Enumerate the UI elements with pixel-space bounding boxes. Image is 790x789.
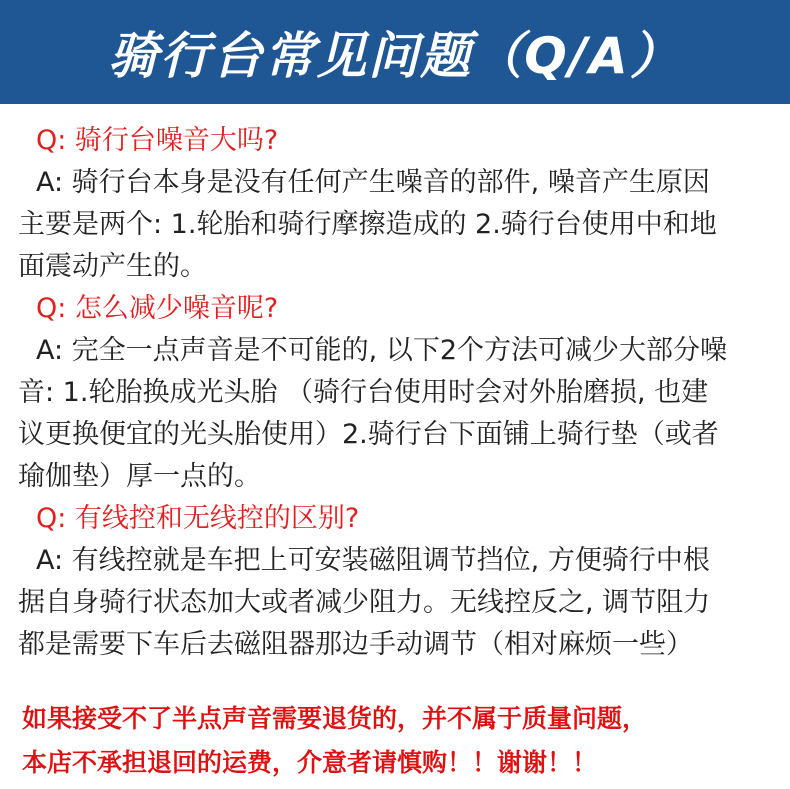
faq-answer-1-line-1: A: 骑行台本身是没有任何产生噪音的部件, 噪音产生原因 — [36, 167, 710, 198]
notice-line-2: 本店不承担退回的运费，介意者请慎购！！谢谢！！ — [22, 748, 598, 777]
faq-question-2: Q: 怎么减少噪音呢? — [36, 293, 279, 324]
faq-answer-2-line-3: 议更换便宜的光头胎使用）2.骑行台下面铺上骑行垫（或者 — [18, 419, 719, 450]
page-title: 骑行台常见问题（Q/A） — [108, 27, 682, 85]
faq-list — [18, 120, 780, 666]
faq-question-3: Q: 有线控和无线控的区别? — [36, 503, 360, 534]
faq-answer-2-line-1: A: 完全一点声音是不可能的, 以下2个方法可减少大部分噪 — [36, 335, 728, 366]
faq-answer-1-line-2: 主要是两个: 1.轮胎和骑行摩擦造成的 2.骑行台使用中和地 — [18, 209, 717, 240]
notice-line-1: 如果接受不了半点声音需要退货的，并不属于质量问题， — [22, 704, 648, 733]
faq-answer-3-line-3: 都是需要下车后去磁阻器那边手动调节（相对麻烦一些） — [18, 629, 693, 660]
faq-answer-2-line-2: 音: 1.轮胎换成光头胎 （骑行台使用时会对外胎磨损, 也建 — [18, 377, 709, 408]
faq-answer-2-line-4: 瑜伽垫）厚一点的。 — [18, 461, 261, 492]
faq-answer-3-line-1: A: 有线控就是车把上可安装磁阻调节挡位, 方便骑行中根 — [36, 545, 710, 576]
faq-answer-3-line-2: 据自身骑行状态加大或者减少阻力。无线控反之, 调节阻力 — [18, 587, 711, 618]
header-banner — [0, 0, 790, 104]
return-policy-notice — [22, 697, 782, 785]
faq-question-1: Q: 骑行台噪音大吗? — [36, 125, 279, 156]
faq-answer-1-line-3: 面震动产生的。 — [18, 251, 207, 282]
